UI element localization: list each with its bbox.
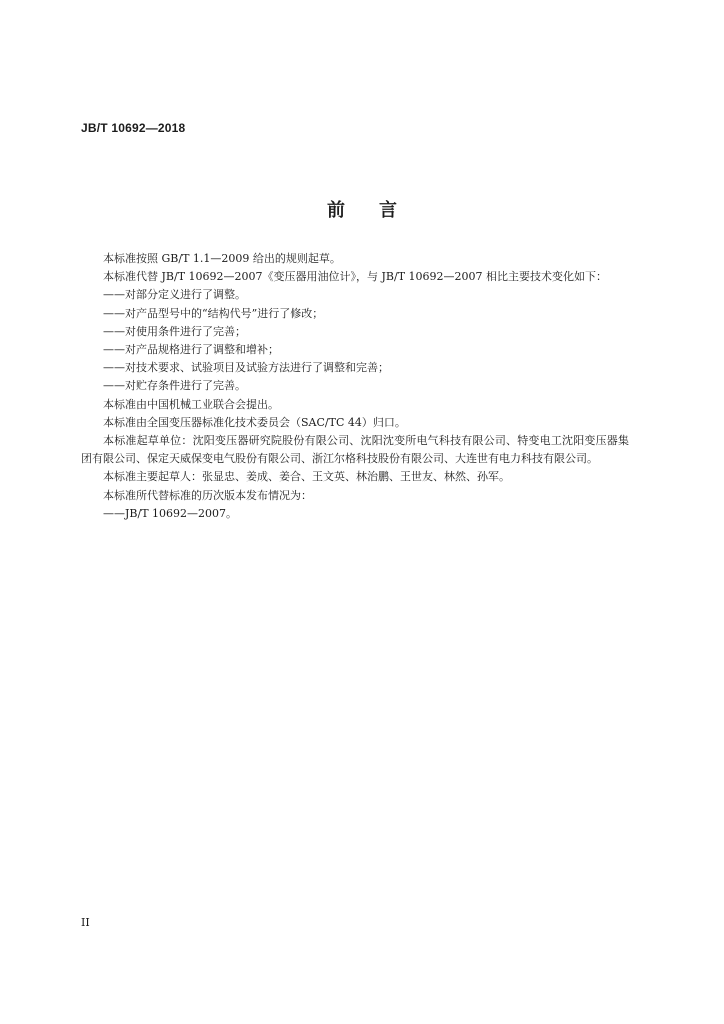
list-item: ——JB/T 10692—2007。 [103,506,238,520]
list-item: ——对产品规格进行了调整和增补； [103,343,279,357]
list-item: ——对贮存条件进行了完善。 [103,379,246,393]
page-number: II [81,916,90,929]
paragraph: 本标准由中国机械工业联合会提出。 [103,397,279,411]
list-item: ——对部分定义进行了调整。 [103,288,246,302]
paragraph: 本标准起草单位：沈阳变压器研究院股份有限公司、沈阳沈变所电气科技有限公司、特变电工沈阳变压器集团有限公司、保定天威保变电气股份有限公司、浙江尔格科技股份有限公司、大连世有电力科技有限公司。 [81,434,629,466]
paragraph: 本标准由全国变压器标准化技术委员会（SAC/TC 44）归口。 [103,415,406,429]
list-item: ——对产品型号中的“结构代号”进行了修改； [103,306,324,320]
page-title: 前言 [327,200,431,221]
paragraph: 本标准代替 JB/T 10692—2007《变压器用油位计》，与 JB/T 10692—2007 相比主要技术变化如下： [103,270,608,284]
list-item: ——对技术要求、试验项目及试验方法进行了调整和完善； [103,361,389,375]
foreword-body [81,250,629,523]
standard-code-header: JB/T 10692—2018 [81,121,186,135]
paragraph: 本标准按照 GB/T 1.1—2009 给出的规则起草。 [103,252,341,265]
list-item: ——对使用条件进行了完善； [103,324,246,338]
paragraph: 本标准主要起草人：张显忠、姜成、姜合、王文英、林治鹏、王世友、林然、孙军。 [103,470,510,484]
paragraph: 本标准所代替标准的历次版本发布情况为： [103,488,312,502]
